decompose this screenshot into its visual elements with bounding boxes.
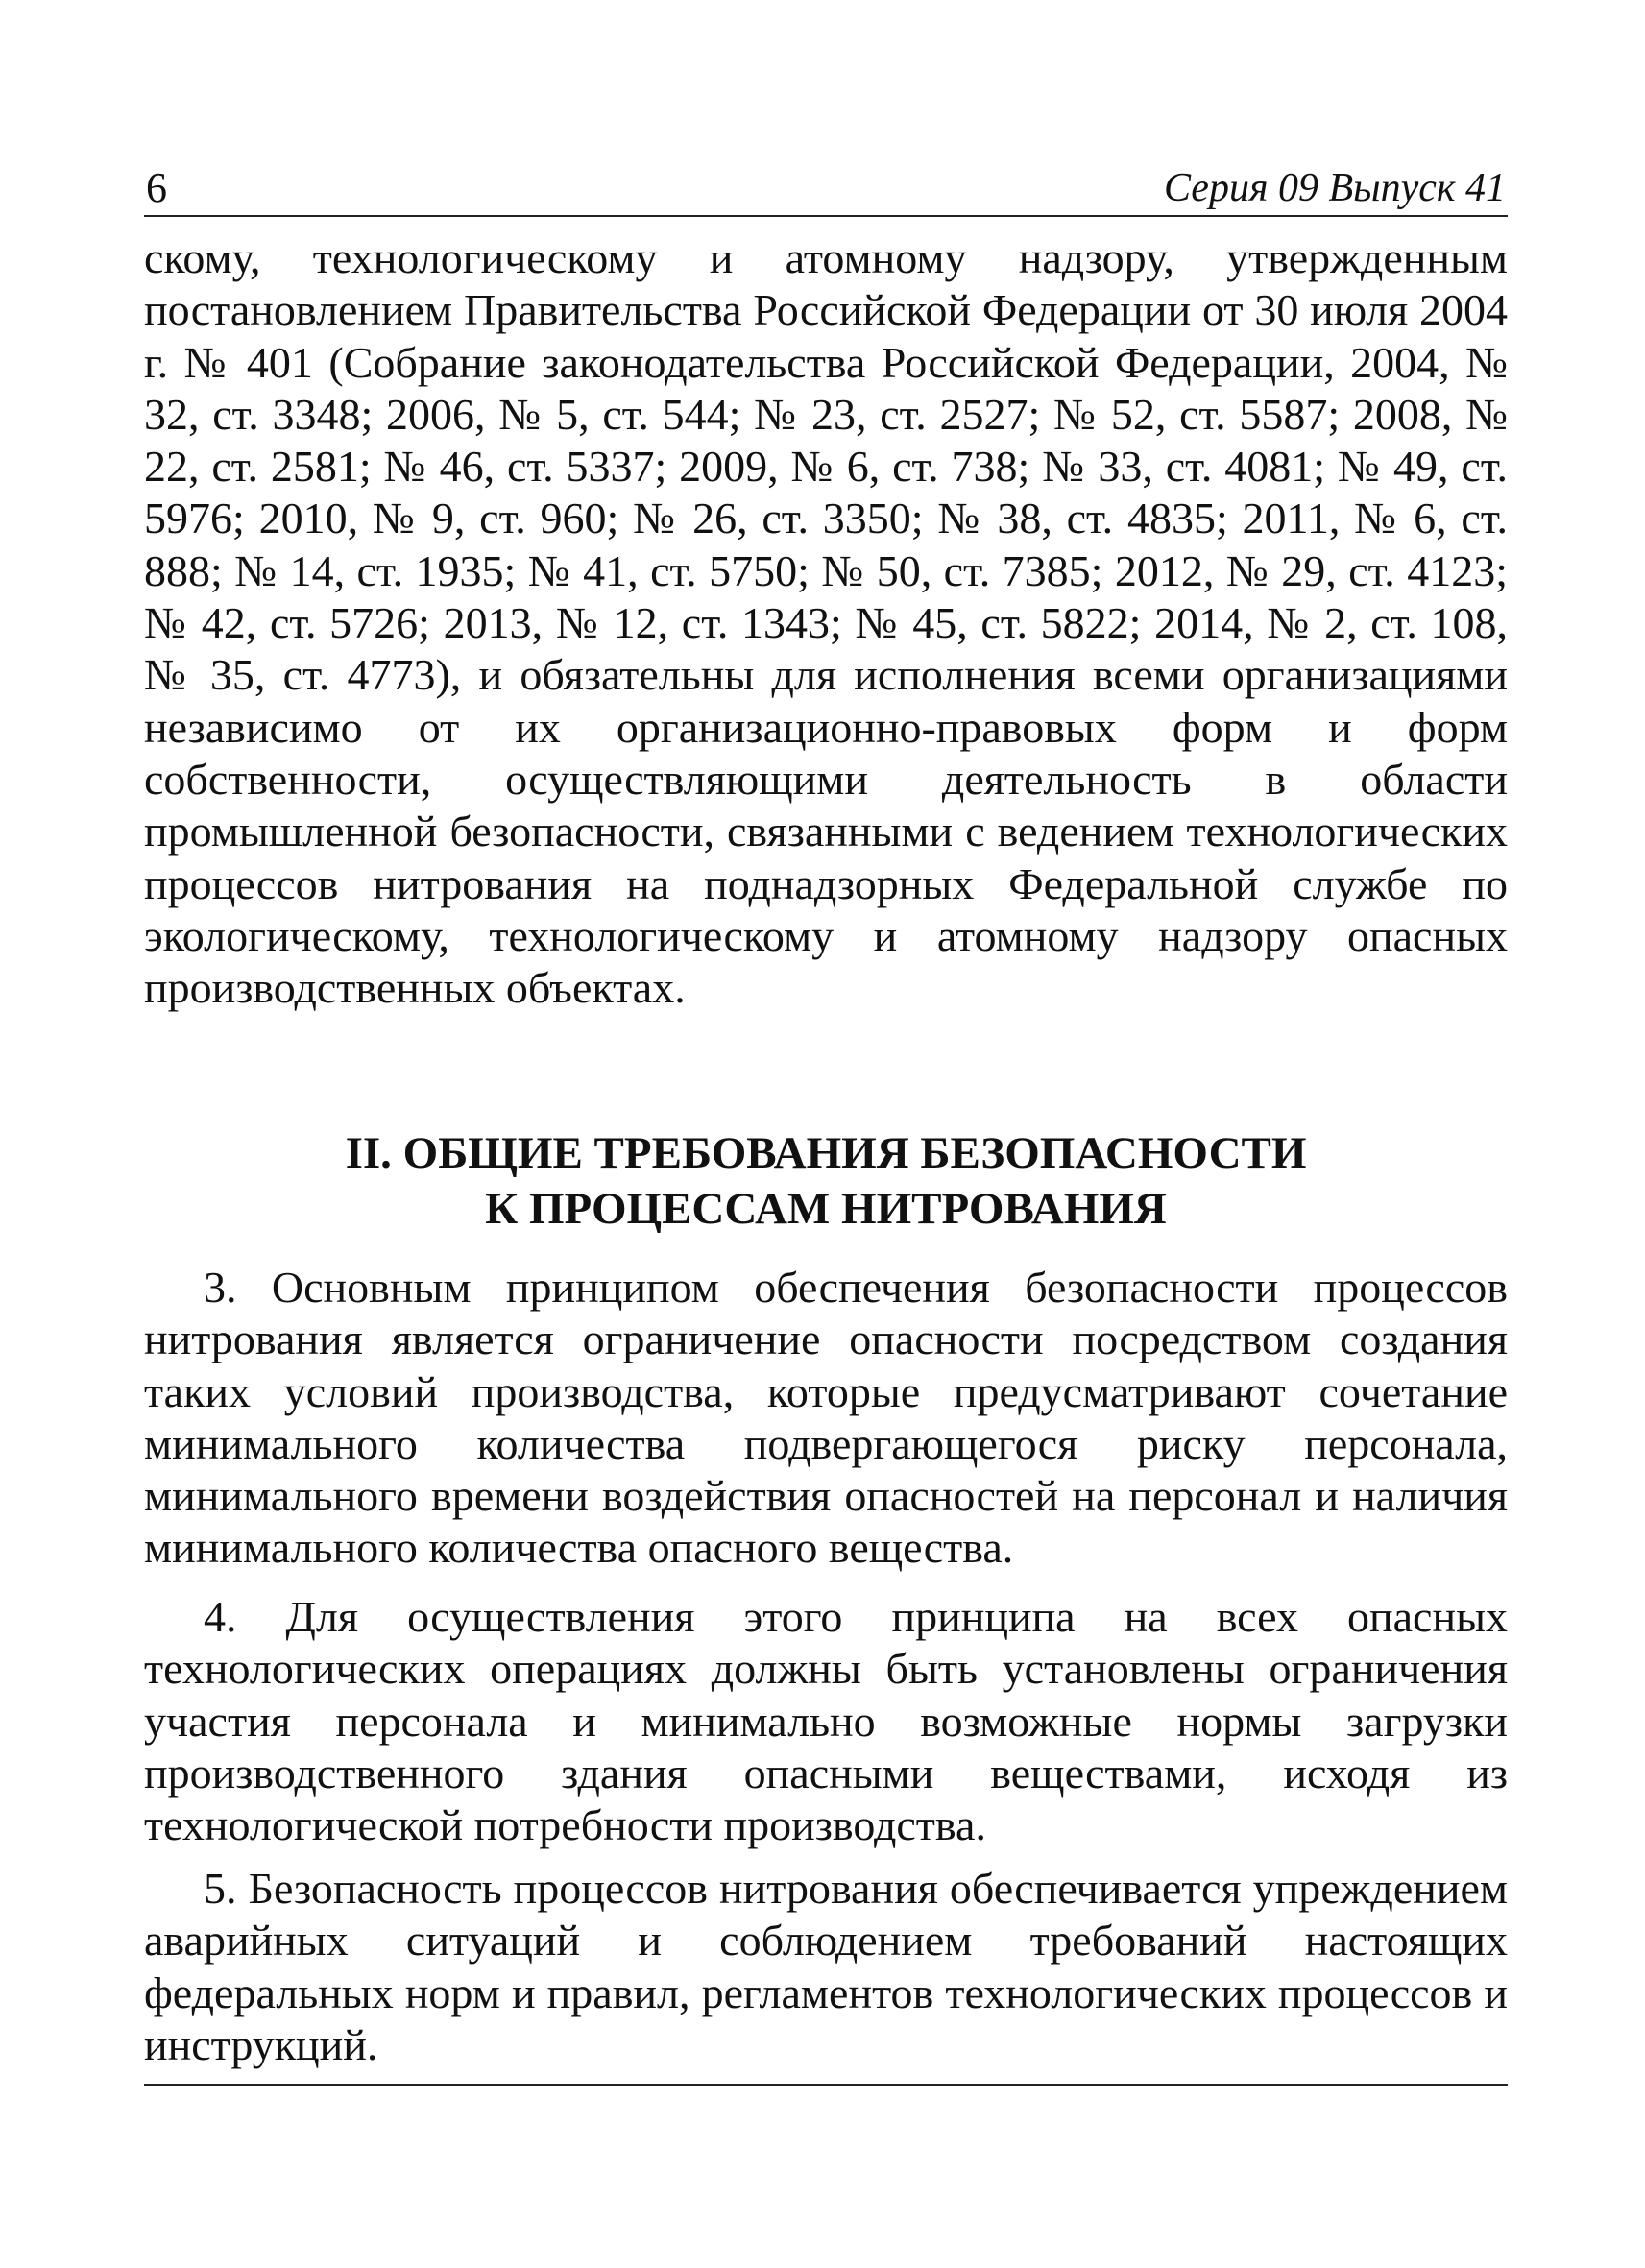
page-number: 6 (146, 164, 167, 211)
paragraph-4: 4. Для осуществления этого принципа на всех опасных технологических операциях должны быть установлены ограничения участия персонала и минимально возможные нормы загрузки производственного здания опасными веществами, исходя из технологической потребности производства. (144, 1592, 1508, 1850)
bottom-rule (144, 2084, 1508, 2086)
paragraph-3: 3. Основным принципом обеспечения безопасности процессов нитрования является ограничение опасности посредством создания таких условий производства, которые предусматривают сочетание минимального количества подвергающегося риску персонала, минимального времени воздействия опасностей на персонал и наличия минимального количества опасного вещества. (144, 1263, 1508, 1573)
running-header (144, 161, 1508, 217)
paragraph-5: 5. Безопасность процессов нитрования обеспечивается упреждением аварийных ситуаций и соблюдением требований настоящих федеральных норм и правил, регламентов технологических процессов и инструкций. (144, 1864, 1508, 2069)
continued-paragraph: скому, технологическому и атомному надзору, утвержденным постановлением Правительства Российской Федерации от 30 июля 2004 г. № 401 (Собрание законодательства Российской Федерации, 2004, № 32, ст. 3348; 2006, № 5, ст. 544; № 23, ст. 2527; № 52, ст. 5587; 2008, № 22, ст. 2581; № 46, ст. 5337; 2009, № 6, ст. 738; № 33, ст. 4081; № 49, ст. 5976; 2010, № 9, ст. 960; № 26, ст. 3350; № 38, ст. 4835; 2011, № 6, ст. 888; № 14, ст. 1935; № 41, ст. 5750; № 50, ст. 7385; 2012, № 29, ст. 4123; № 42, ст. 5726; 2013, № 12, ст. 1343; № 45, ст. 5822; 2014, № 2, ст. 108, № 35, ст. 4773), и обязательны для исполнения всеми организациями независимо от их организационно-правовых форм и форм собственности, осуществляющими деятельность в области промышленной безопасности, связанными с ведением технологических процессов нитрования на поднадзорных Федеральной службе по экологическому, технологическому и атомному надзору опасных производственных объектах. (144, 233, 1508, 1013)
document-page (144, 0, 1508, 2268)
section-title (144, 1125, 1508, 1237)
series-issue-label: Серия 09 Выпуск 41 (1164, 166, 1506, 210)
section-title-line-2: К ПРОЦЕССАМ НИТРОВАНИЯ (485, 1184, 1167, 1234)
section-title-line-1: II. ОБЩИЕ ТРЕБОВАНИЯ БЕЗОПАСНОСТИ (345, 1128, 1307, 1178)
